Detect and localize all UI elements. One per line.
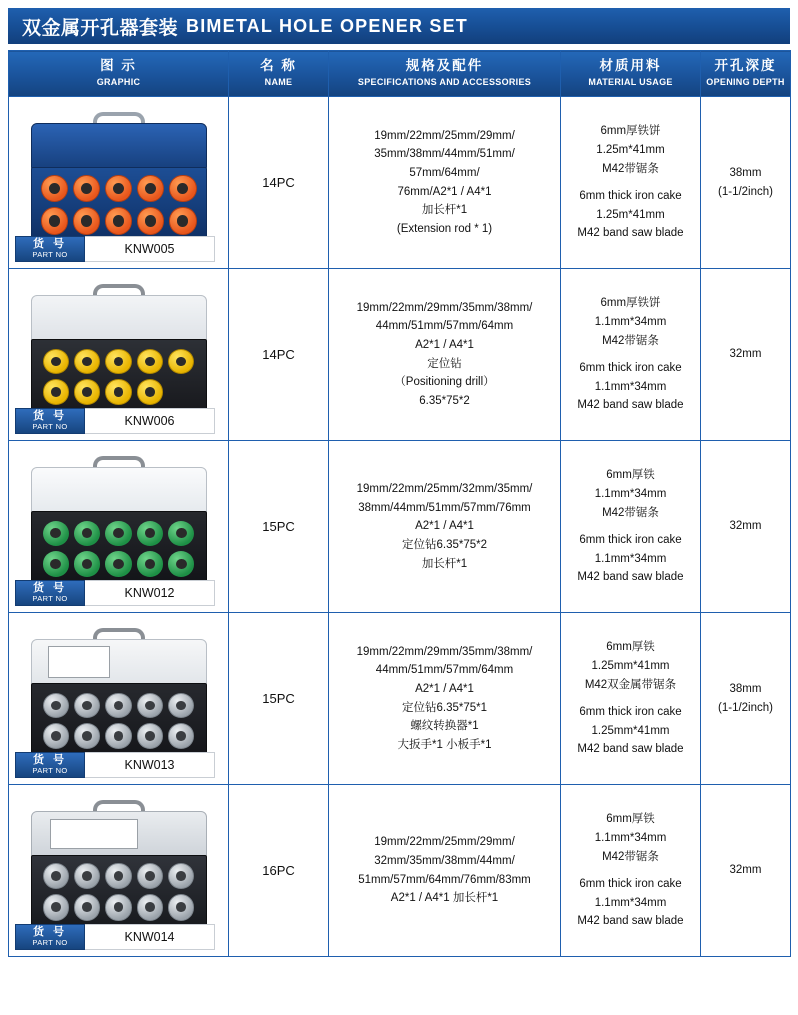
depth-value: 32mm	[729, 864, 762, 877]
part-no-label-cn: 货 号	[32, 925, 68, 938]
hole-saw-grid	[43, 521, 195, 577]
material-line-cn: 1.1mm*34mm	[594, 315, 667, 328]
product-name-cell: 14PC	[229, 97, 329, 269]
hole-saw-ring	[74, 863, 100, 890]
material-line-cn: M42带锯条	[602, 162, 659, 175]
hole-saw-ring	[137, 551, 163, 577]
hole-saw-ring	[105, 863, 131, 890]
product-graphic-cell	[9, 97, 229, 269]
part-no-strip	[15, 408, 215, 434]
product-material-cell	[561, 441, 701, 613]
case-lid	[31, 811, 207, 857]
page-title-bar	[8, 8, 790, 44]
table-body	[9, 97, 791, 957]
hole-saw-ring	[168, 521, 194, 547]
hole-saw-ring	[105, 693, 131, 719]
tool-case	[31, 639, 207, 759]
product-photo	[9, 441, 228, 612]
material-line-cn: 1.25mm*41mm	[591, 659, 670, 672]
column-header-name-cn: 名 称	[260, 58, 297, 73]
hole-saw-ring	[168, 863, 194, 890]
product-photo	[9, 97, 228, 268]
material-line-en: 1.25m*41mm	[596, 208, 665, 221]
material-spacer	[565, 694, 696, 703]
hole-saw-ring	[105, 379, 131, 405]
spec-line: 19mm/22mm/25mm/29mm/	[374, 836, 515, 849]
hole-saw-ring	[168, 349, 194, 375]
hole-saw-ring	[137, 379, 163, 405]
hole-saw-ring	[137, 723, 163, 749]
spec-line: 加长杆*1	[421, 557, 468, 570]
part-no-label-en: PART NO	[32, 766, 68, 776]
material-line-cn: 6mm厚铁饼	[600, 125, 661, 138]
hole-saw-ring	[137, 894, 163, 921]
spec-line: (Extension rod * 1)	[396, 222, 493, 235]
material-line-cn: 1.1mm*34mm	[594, 487, 667, 500]
column-header-depth-cn: 开孔深度	[714, 58, 777, 73]
spec-line: 44mm/51mm/57mm/64mm	[375, 664, 514, 677]
hole-saw-grid	[43, 349, 195, 405]
spec-line: 19mm/22mm/29mm/35mm/38mm/	[356, 645, 533, 658]
depth-inch: (1-1/2inch)	[718, 701, 773, 714]
product-name-cell: 14PC	[229, 269, 329, 441]
material-line-en: 1.1mm*34mm	[594, 552, 667, 565]
spec-line: 6.35*75*2	[419, 394, 470, 407]
hole-saw-ring	[43, 379, 69, 405]
spec-line: 定位钻	[427, 357, 462, 370]
product-photo	[9, 269, 228, 440]
material-line-cn: 6mm厚铁	[606, 641, 655, 654]
tool-case	[31, 467, 207, 587]
hole-saw-ring	[137, 693, 163, 719]
material-line-en: M42 band saw blade	[577, 915, 684, 928]
hole-saw-ring	[105, 207, 132, 235]
material-spacer	[565, 522, 696, 531]
product-photo	[9, 613, 228, 784]
part-no-label-cn: 货 号	[32, 753, 68, 766]
hole-saw-ring	[169, 207, 196, 235]
depth-value: 32mm	[729, 348, 762, 361]
part-no-strip	[15, 924, 215, 950]
table-row	[9, 785, 791, 957]
column-header-specifications	[329, 51, 561, 97]
spec-line: A2*1 / A4*1	[415, 339, 474, 351]
part-no-label-en: PART NO	[32, 594, 68, 604]
table-row	[9, 613, 791, 785]
part-no-label-en: PART NO	[32, 250, 68, 260]
column-header-graphic	[9, 51, 229, 97]
part-no-value: KNW005	[85, 236, 215, 262]
hole-saw-ring	[43, 551, 69, 577]
material-line-cn: 6mm厚铁	[606, 469, 655, 482]
product-specifications-cell	[329, 785, 561, 957]
hole-saw-ring	[105, 723, 131, 749]
hole-saw-grid	[43, 863, 195, 921]
material-spacer	[565, 178, 696, 187]
product-graphic-cell	[9, 441, 229, 613]
product-depth-cell	[701, 97, 791, 269]
depth-value: 38mm	[729, 167, 762, 180]
part-no-label	[15, 752, 85, 778]
column-header-graphic-en: GRAPHIC	[96, 76, 141, 87]
product-depth-cell	[701, 269, 791, 441]
product-graphic-cell	[9, 269, 229, 441]
hole-saw-ring	[43, 723, 69, 749]
hole-saw-ring	[105, 551, 131, 577]
page-title-en: BIMETAL HOLE OPENER SET	[186, 15, 468, 36]
table-row	[9, 441, 791, 613]
spec-line: 定位钻6.35*75*2	[401, 538, 488, 551]
part-no-value: KNW014	[85, 924, 215, 950]
case-lid	[31, 123, 207, 169]
material-line-cn: M42带锯条	[602, 334, 659, 347]
table-row	[9, 97, 791, 269]
material-line-en: 1.1mm*34mm	[594, 380, 667, 393]
product-depth-cell	[701, 613, 791, 785]
spec-line: 19mm/22mm/25mm/29mm/	[374, 129, 515, 142]
hole-saw-ring	[43, 349, 69, 375]
material-line-en: 6mm thick iron cake	[579, 190, 682, 203]
hole-saw-ring	[137, 863, 163, 890]
case-label	[48, 646, 110, 678]
material-line-en: M42 band saw blade	[577, 227, 684, 240]
depth-value: 32mm	[729, 520, 762, 533]
column-header-material-en: MATERIAL USAGE	[588, 76, 673, 87]
column-header-specifications-cn: 规格及配件	[405, 58, 484, 73]
part-no-value: KNW006	[85, 408, 215, 434]
material-line-en: 6mm thick iron cake	[579, 878, 682, 891]
part-no-label-en: PART NO	[32, 938, 68, 948]
hole-saw-ring	[169, 175, 196, 203]
material-line-en: 6mm thick iron cake	[579, 534, 682, 547]
material-line-en: 6mm thick iron cake	[579, 362, 682, 375]
part-no-label	[15, 924, 85, 950]
part-no-label-en: PART NO	[32, 422, 68, 432]
product-material-cell	[561, 613, 701, 785]
spec-line: （Positioning drill）	[394, 376, 495, 389]
product-graphic-cell	[9, 785, 229, 957]
product-name-cell: 16PC	[229, 785, 329, 957]
case-lid	[31, 639, 207, 685]
hole-saw-ring	[43, 894, 69, 921]
table-header-row	[9, 51, 791, 97]
part-no-label-cn: 货 号	[32, 409, 68, 422]
part-no-label	[15, 580, 85, 606]
spec-line: 定位钻6.35*75*1	[401, 701, 488, 714]
hole-saw-ring	[137, 349, 163, 375]
spec-line: 19mm/22mm/25mm/32mm/35mm/	[356, 483, 533, 496]
product-material-cell	[561, 785, 701, 957]
material-line-en: 6mm thick iron cake	[579, 706, 682, 719]
product-photo	[9, 785, 228, 956]
material-line-en: M42 band saw blade	[577, 571, 684, 584]
column-header-depth-en: OPENING DEPTH	[706, 76, 785, 87]
hole-saw-ring	[74, 551, 100, 577]
product-name-cell: 15PC	[229, 441, 329, 613]
spec-line: 35mm/38mm/44mm/51mm/	[374, 148, 515, 161]
product-specifications-cell	[329, 613, 561, 785]
part-no-label	[15, 408, 85, 434]
tool-case	[31, 811, 207, 931]
hole-saw-ring	[105, 521, 131, 547]
depth-inch: (1-1/2inch)	[718, 185, 773, 198]
hole-saw-ring	[137, 521, 163, 547]
case-lid	[31, 295, 207, 341]
hole-saw-ring	[43, 693, 69, 719]
column-header-specifications-en: SPECIFICATIONS AND ACCESSORIES	[357, 76, 532, 87]
part-no-strip	[15, 580, 215, 606]
part-no-strip	[15, 236, 215, 262]
material-line-cn: 1.1mm*34mm	[594, 831, 667, 844]
page-title-cn: 双金属开孔器套装	[22, 17, 179, 39]
spec-line: 44mm/51mm/57mm/64mm	[375, 320, 514, 333]
material-spacer	[565, 350, 696, 359]
product-specifications-cell	[329, 441, 561, 613]
column-header-name-en: NAME	[264, 76, 293, 87]
hole-saw-ring	[168, 894, 194, 921]
hole-saw-ring	[43, 863, 69, 890]
case-label	[50, 819, 138, 849]
material-line-cn: M42带锯条	[602, 506, 659, 519]
part-no-label-cn: 货 号	[32, 237, 68, 250]
product-specifications-cell	[329, 269, 561, 441]
material-spacer	[565, 866, 696, 875]
product-graphic-cell	[9, 613, 229, 785]
part-no-label	[15, 236, 85, 262]
part-no-label-cn: 货 号	[32, 581, 68, 594]
hole-saw-ring	[74, 894, 100, 921]
material-line-cn: 1.25m*41mm	[596, 143, 665, 156]
hole-saw-ring	[137, 207, 164, 235]
material-line-en: M42 band saw blade	[577, 399, 684, 412]
hole-saw-ring	[137, 175, 164, 203]
product-depth-cell	[701, 785, 791, 957]
column-header-depth	[701, 51, 791, 97]
hole-saw-ring	[105, 349, 131, 375]
column-header-material-cn: 材质用料	[599, 58, 662, 73]
catalog-page	[0, 8, 798, 1015]
hole-saw-ring	[74, 693, 100, 719]
table-row	[9, 269, 791, 441]
hole-saw-ring	[73, 175, 100, 203]
spec-line: 51mm/57mm/64mm/76mm/83mm	[358, 873, 531, 886]
hole-saw-ring	[105, 894, 131, 921]
part-no-strip	[15, 752, 215, 778]
hole-saw-ring	[105, 175, 132, 203]
hole-saw-ring	[74, 723, 100, 749]
column-header-name	[229, 51, 329, 97]
material-line-en: 1.1mm*34mm	[594, 896, 667, 909]
spec-line: 螺纹转换器*1	[410, 720, 479, 733]
product-material-cell	[561, 269, 701, 441]
hole-saw-ring	[168, 693, 194, 719]
product-specifications-cell	[329, 97, 561, 269]
spec-line: A2*1 / A4*1 加长杆*1	[390, 892, 499, 905]
hole-saw-ring	[74, 349, 100, 375]
hole-saw-ring	[168, 551, 194, 577]
hole-saw-ring	[41, 175, 68, 203]
spec-line: 32mm/35mm/38mm/44mm/	[374, 855, 515, 867]
hole-saw-ring	[74, 379, 100, 405]
spec-line: 19mm/22mm/29mm/35mm/38mm/	[356, 301, 533, 314]
spec-line: 76mm/A2*1 / A4*1	[397, 185, 492, 198]
hole-saw-grid	[43, 693, 195, 749]
product-name-cell: 15PC	[229, 613, 329, 785]
spec-line: 38mm/44mm/51mm/57mm/76mm	[358, 501, 531, 514]
material-line-en: 1.25mm*41mm	[591, 724, 670, 737]
hole-saw-ring	[168, 723, 194, 749]
part-no-value: KNW012	[85, 580, 215, 606]
part-no-value: KNW013	[85, 752, 215, 778]
spec-line: 加长杆*1	[421, 204, 468, 217]
product-material-cell	[561, 97, 701, 269]
tool-case	[31, 123, 207, 243]
spec-line: A2*1 / A4*1	[415, 683, 474, 695]
hole-saw-ring	[43, 521, 69, 547]
hole-saw-ring	[41, 207, 68, 235]
depth-value: 38mm	[729, 683, 762, 696]
tool-case	[31, 295, 207, 415]
hole-saw-ring	[73, 207, 100, 235]
product-depth-cell	[701, 441, 791, 613]
table-header	[9, 51, 791, 97]
hole-saw-grid	[41, 175, 197, 235]
material-line-en: M42 band saw blade	[577, 743, 684, 756]
material-line-cn: 6mm厚铁	[606, 813, 655, 826]
product-spec-table	[8, 50, 791, 957]
material-line-cn: M42双金属带锯条	[584, 678, 677, 691]
material-line-cn: M42带锯条	[602, 850, 659, 863]
column-header-material	[561, 51, 701, 97]
material-line-cn: 6mm厚铁饼	[600, 297, 661, 310]
case-lid	[31, 467, 207, 513]
hole-saw-ring	[74, 521, 100, 547]
spec-line: 大扳手*1 小板手*1	[397, 738, 492, 751]
spec-line: 57mm/64mm/	[409, 167, 480, 179]
column-header-graphic-cn: 图 示	[100, 58, 137, 73]
spec-line: A2*1 / A4*1	[415, 520, 474, 533]
